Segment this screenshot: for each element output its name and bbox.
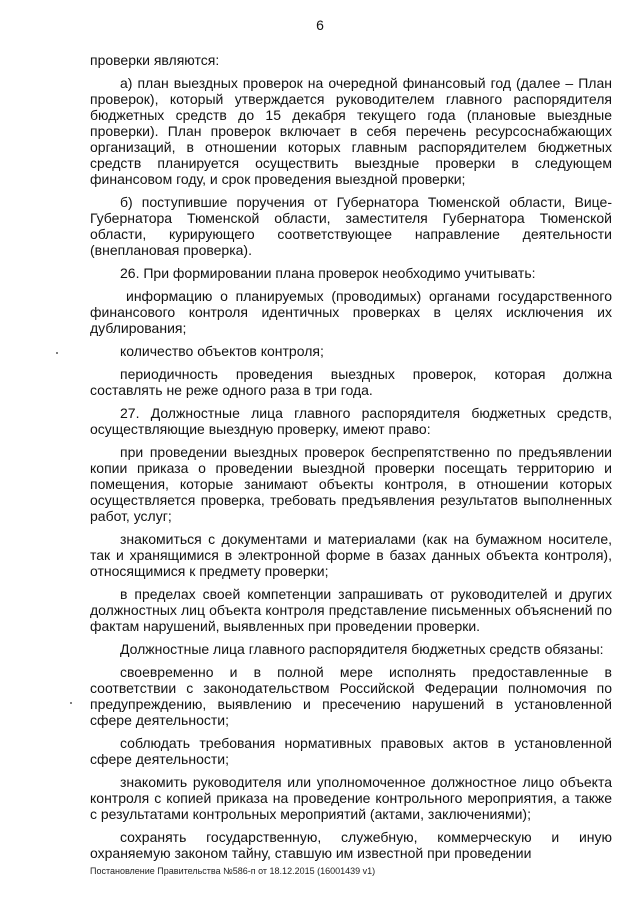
paragraph-clause-27: 27. Должностные лица главного распорядителя бюджетных средств, осуществляющие выездную проверку, имеют право:: [90, 405, 612, 437]
paragraph-duty-compliance: соблюдать требования нормативных правовых актов в установленной сфере деятельности;: [90, 735, 612, 767]
paragraph-right-explanations: в пределах своей компетенции запрашивать от руководителей и других должностных лиц объекта контроля представление письменных объяснений по фактам нарушений, выявленных при проведении проверки.: [90, 586, 612, 634]
paragraph-clause-26: 26. При формировании плана проверок необходимо учитывать:: [120, 265, 536, 281]
paragraph-plan-info: информацию о планируемых (проводимых) органами государственного финансового контроля идентичных проверках в целях исключения их дублирования;: [90, 288, 612, 336]
paragraph-duty-powers: своевременно и в полной мере исполнять предоставленные в соответствии с законодательством Российской Федерации полномочия по предупреждению, выявлению и пресечению нарушений в установленной сфере деятельности;: [90, 664, 612, 728]
scan-speck: [56, 352, 58, 354]
paragraph-object-count: количество объектов контроля;: [120, 343, 324, 359]
document-footer: Постановление Правительства №586-п от 18.12.2015 (16001439 v1): [90, 866, 376, 876]
paragraph-duty-secrecy: сохранять государственную, служебную, коммерческую и иную охраняемую законом тайну, ставшую им известной при проведении: [90, 829, 612, 861]
document-body: [90, 52, 612, 868]
paragraph-duties-intro: Должностные лица главного распорядителя бюджетных средств обязаны:: [120, 641, 604, 657]
page-number: 6: [316, 17, 324, 33]
paragraph-periodicity: периодичность проведения выездных проверок, которая должна составлять не реже одного раза в три года.: [90, 366, 612, 398]
paragraph-right-visit: при проведении выездных проверок беспрепятственно по предъявлении копии приказа о проведении выездной проверки посещать территорию и помещения, которые занимают объекты контроля, в отношении которых осуществляется проверка, требовать предъявления результатов выполненных работ, услуг;: [90, 444, 612, 524]
paragraph-duty-acquaint: знакомить руководителя или уполномоченное должностное лицо объекта контроля с копией приказа на проведение контрольного мероприятия, а также с результатами контрольных мероприятий (актами, заключениями);: [90, 774, 612, 822]
paragraph-item-b: б) поступившие поручения от Губернатора Тюменской области, Вице-Губернатора Тюменской области, заместителя Губернатора Тюменской области, курирующего соответствующее направление деятельности (внеплановая проверка).: [90, 194, 612, 258]
paragraph-lead-in: проверки являются:: [90, 52, 220, 68]
scan-speck: [70, 702, 72, 704]
paragraph-item-a: а) план выездных проверок на очередной финансовый год (далее – План проверок), который утверждается руководителем главного распорядителя бюджетных средств до 15 декабря текущего года (плановые выездные проверки). План проверок включает в себя перечень ресурсоснабжающих организаций, в отношении которых главным распорядителем бюджетных средств планируется осуществить выездные проверки в следующем финансовом году, и срок проведения выездной проверки;: [90, 75, 612, 187]
paragraph-right-documents: знакомиться с документами и материалами (как на бумажном носителе, так и хранящимися в электронной форме в базах данных объекта контроля), относящимися к предмету проверки;: [90, 531, 612, 579]
